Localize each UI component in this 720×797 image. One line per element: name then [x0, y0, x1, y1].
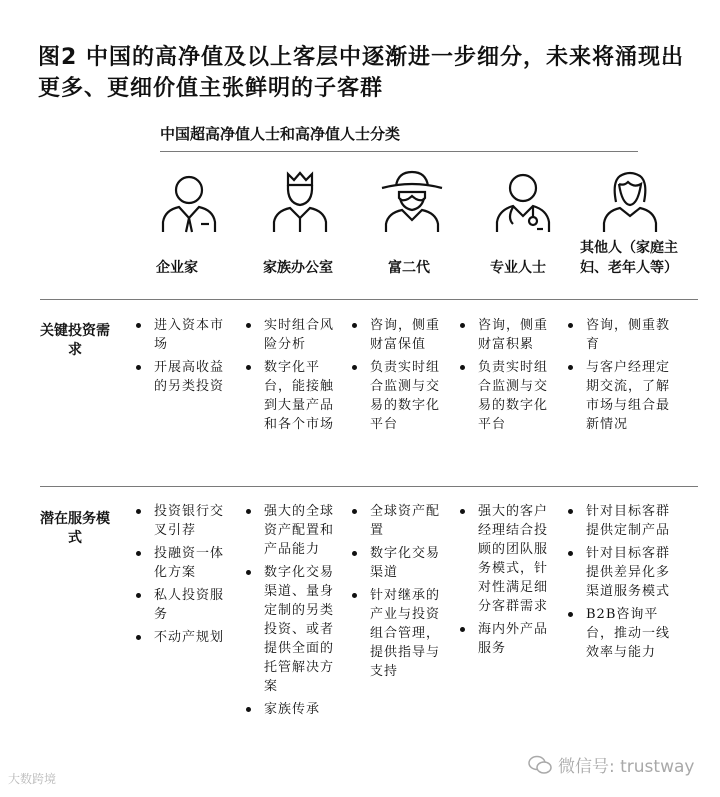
list-item: 针对目标客群提供定制产品	[564, 502, 674, 540]
list-item: 家族传承	[242, 700, 342, 719]
list-item: 强大的全球资产配置和产品能力	[242, 502, 342, 559]
doctor-stethoscope-icon	[491, 170, 555, 234]
service-entrepreneur-list	[132, 502, 232, 651]
list-item: 开展高收益的另类投资	[132, 358, 232, 396]
needs-others-list	[564, 316, 674, 438]
list-item: 全球资产配置	[348, 502, 448, 540]
col-header-family-office: 家族办公室	[263, 260, 333, 276]
row-header-service-model: 潜在服务模式	[40, 511, 110, 546]
needs-second-gen-list	[348, 316, 448, 438]
service-second-gen-list	[348, 502, 448, 685]
needs-entrepreneur-list	[132, 316, 232, 400]
needs-professional-list	[456, 316, 556, 438]
list-item: 负责实时组合监测与交易的数字化平台	[456, 358, 556, 434]
businessman-icon	[157, 170, 221, 234]
list-item: 负责实时组合监测与交易的数字化平台	[348, 358, 448, 434]
list-item: 私人投资服务	[132, 586, 232, 624]
list-item: 强大的客户经理结合投顾的团队服务模式，针对性满足细分客群需求	[456, 502, 556, 616]
watermark-right	[528, 752, 694, 777]
chart-subtitle: 中国超高净值人士和高净值人士分类	[160, 125, 401, 143]
col-header-second-gen: 富二代	[388, 260, 430, 276]
top-divider	[160, 151, 638, 152]
needs-family-office-list	[242, 316, 342, 438]
watermark-left	[8, 770, 56, 787]
list-item: 不动产规划	[132, 628, 232, 647]
service-professional-list	[456, 502, 556, 662]
list-item: 数字化交易渠道、量身定制的另类投资、或者提供全面的托管解决方案	[242, 563, 342, 696]
list-item: 数字化平台，能接触到大量产品和各个市场	[242, 358, 342, 434]
col-header-others: 其他人（家庭主妇、老年人等）	[580, 240, 678, 276]
row-divider	[40, 486, 698, 487]
list-item: 数字化交易渠道	[348, 544, 448, 582]
crowned-person-icon	[268, 170, 332, 234]
service-others-list	[564, 502, 674, 666]
list-item: 咨询，侧重财富积累	[456, 316, 556, 354]
list-item: 海内外产品服务	[456, 620, 556, 658]
header-divider	[40, 299, 698, 300]
col-header-entrepreneur: 企业家	[156, 260, 198, 276]
list-item: B2B咨询平台，推动一线效率与能力	[564, 605, 674, 662]
hat-sunglasses-person-icon	[380, 170, 444, 234]
col-header-professional: 专业人士	[490, 260, 546, 276]
list-item: 针对继承的产业与投资组合管理，提供指导与支持	[348, 586, 448, 681]
row-header-key-needs: 关键投资需求	[40, 323, 110, 358]
list-item: 咨询，侧重财富保值	[348, 316, 448, 354]
list-item: 咨询，侧重教育	[564, 316, 674, 354]
list-item: 与客户经理定期交流，了解市场与组合最新情况	[564, 358, 674, 434]
list-item: 投融资一体化方案	[132, 544, 232, 582]
list-item: 投资银行交叉引荐	[132, 502, 232, 540]
wechat-icon	[528, 755, 552, 775]
page-title: 图2 中国的高净值及以上客层中逐渐进一步细分，未来将涌现出更多、更细价值主张鲜明的子客群	[38, 45, 684, 101]
list-item: 实时组合风险分析	[242, 316, 342, 354]
list-item: 进入资本市场	[132, 316, 232, 354]
watermark-left-text: 大数跨境	[8, 772, 57, 786]
service-family-office-list	[242, 502, 342, 723]
woman-icon	[598, 170, 662, 234]
list-item: 针对目标客群提供差异化多渠道服务模式	[564, 544, 674, 601]
watermark-right-text: 微信号: trustway	[558, 757, 695, 777]
